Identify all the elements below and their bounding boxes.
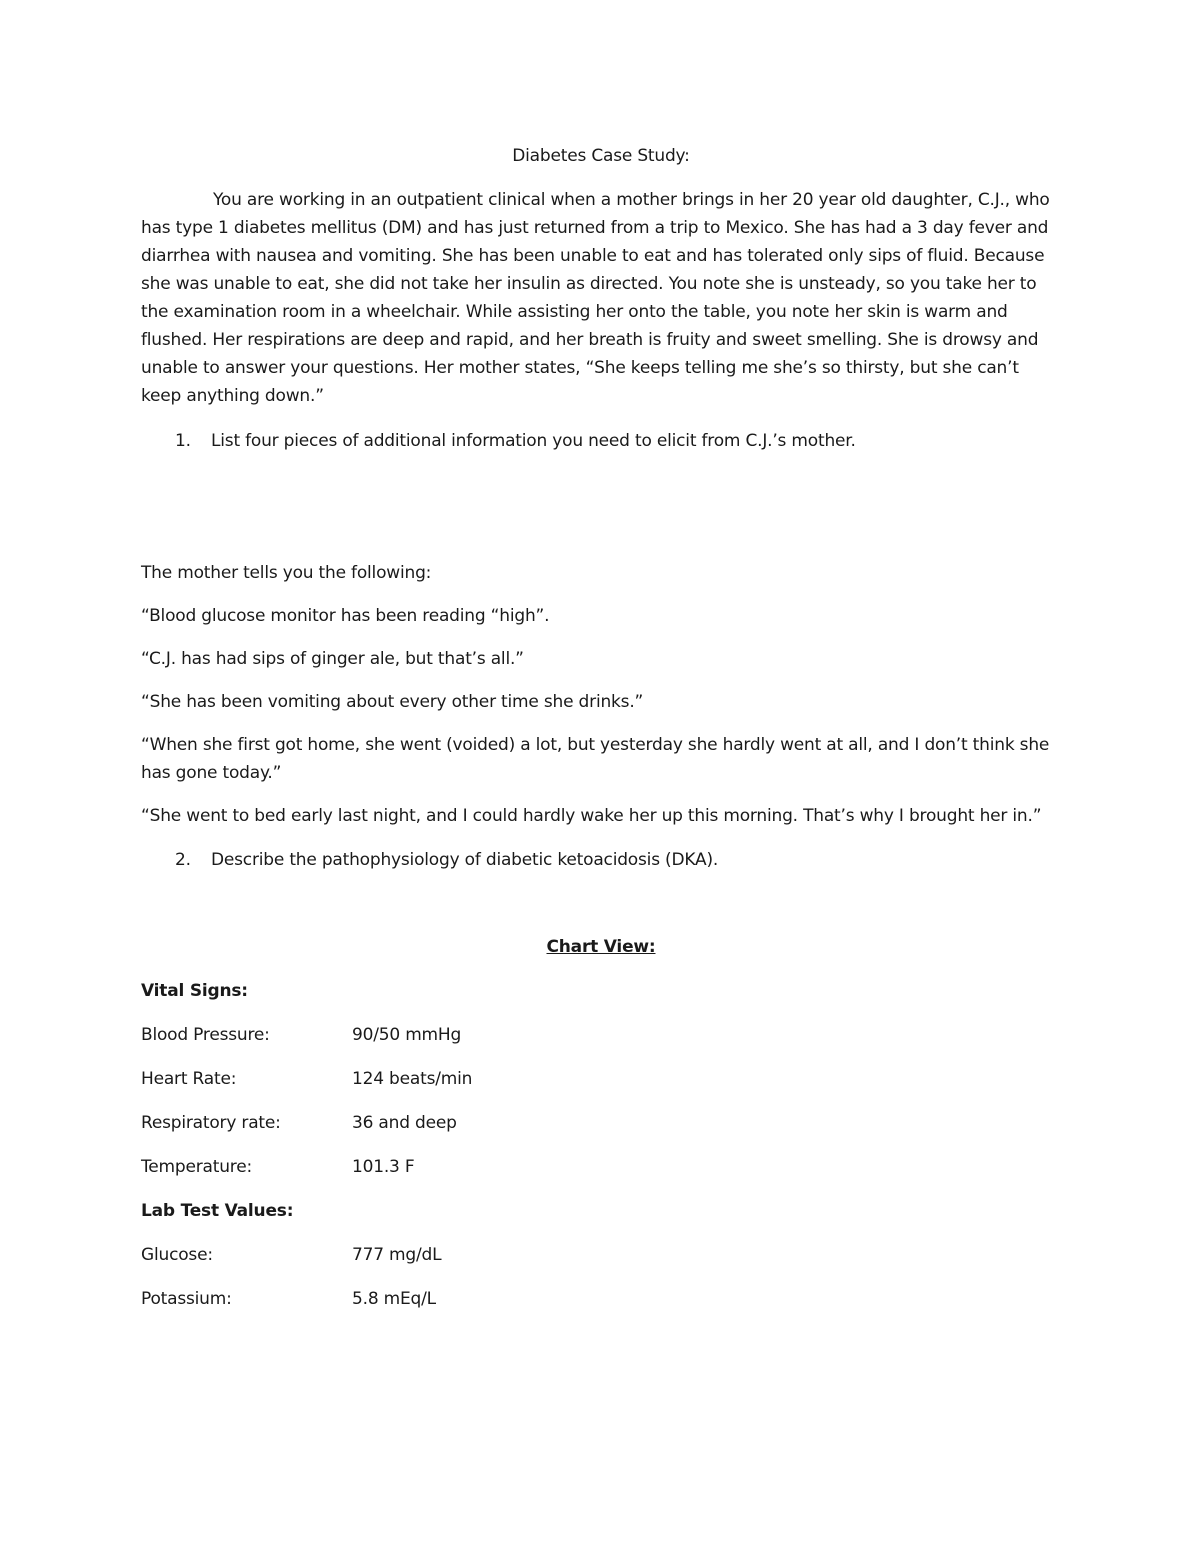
lab-value-row <box>141 1285 1061 1313</box>
vital-sign-row <box>141 1065 1061 1093</box>
question-1 <box>141 427 1061 455</box>
question-1-number: 1. <box>175 431 191 451</box>
lab-value-value: 777 mg/dL <box>352 1245 442 1265</box>
vital-sign-label: Temperature: <box>141 1157 253 1177</box>
vital-signs-heading: Vital Signs: <box>141 981 248 1001</box>
lab-values-heading: Lab Test Values: <box>141 1201 294 1221</box>
question-2-number: 2. <box>175 850 191 870</box>
case-intro-paragraph: You are working in an outpatient clinical when a mother brings in her 20 year old daughter, C.J., who has type 1 diabetes mellitus (DM) and has just returned from a trip to Mexico. She has had a 3 day fever and diarrhea with nausea and vomiting. She has been unable to eat and has tolerated only sips of fluid. Because she was unable to eat, she did not take her insulin as directed. You note she is unsteady, so you take her to the examination room in a wheelchair. While assisting her onto the table, you note her skin is warm and flushed. Her respirations are deep and rapid, and her breath is fruity and sweet smelling. She is drowsy and unable to answer your questions. Her mother states, “She keeps telling me she’s so thirsty, but she can’t keep anything down.” <box>141 190 1050 406</box>
vital-sign-value: 124 beats/min <box>352 1069 473 1089</box>
question-1-text: List four pieces of additional information you need to elicit from C.J.’s mother. <box>211 431 856 451</box>
question-2-text: Describe the pathophysiology of diabetic ketoacidosis (DKA). <box>211 850 719 870</box>
vital-sign-value: 90/50 mmHg <box>352 1025 462 1045</box>
vital-sign-label: Blood Pressure: <box>141 1025 270 1045</box>
document-title: Diabetes Case Study: <box>512 146 690 166</box>
chart-view-heading: Chart View: <box>546 937 656 957</box>
vital-sign-label: Heart Rate: <box>141 1069 237 1089</box>
mother-quote: “Blood glucose monitor has been reading “high”. <box>141 606 550 626</box>
mother-quote: “She went to bed early last night, and I could hardly wake her up this morning. That’s why I brought her in.” <box>141 806 1042 826</box>
mother-quote: “She has been vomiting about every other time she drinks.” <box>141 692 644 712</box>
vital-sign-label: Respiratory rate: <box>141 1113 281 1133</box>
vital-sign-row <box>141 1153 1061 1181</box>
question-2 <box>141 846 1061 874</box>
lab-value-value: 5.8 mEq/L <box>352 1289 436 1309</box>
vital-sign-value: 36 and deep <box>352 1113 457 1133</box>
lab-value-label: Glucose: <box>141 1245 213 1265</box>
lab-value-label: Potassium: <box>141 1289 232 1309</box>
document-body <box>141 142 1061 1313</box>
mother-quote: “C.J. has had sips of ginger ale, but that’s all.” <box>141 649 524 669</box>
vital-sign-value: 101.3 F <box>352 1157 415 1177</box>
mother-quote: “When she first got home, she went (voided) a lot, but yesterday she hardly went at all, and I don’t think she has gone today.” <box>141 735 1050 783</box>
lab-value-row <box>141 1241 1061 1269</box>
vital-sign-row <box>141 1109 1061 1137</box>
vital-sign-row <box>141 1021 1061 1049</box>
mother-statement-lead: The mother tells you the following: <box>141 563 432 583</box>
